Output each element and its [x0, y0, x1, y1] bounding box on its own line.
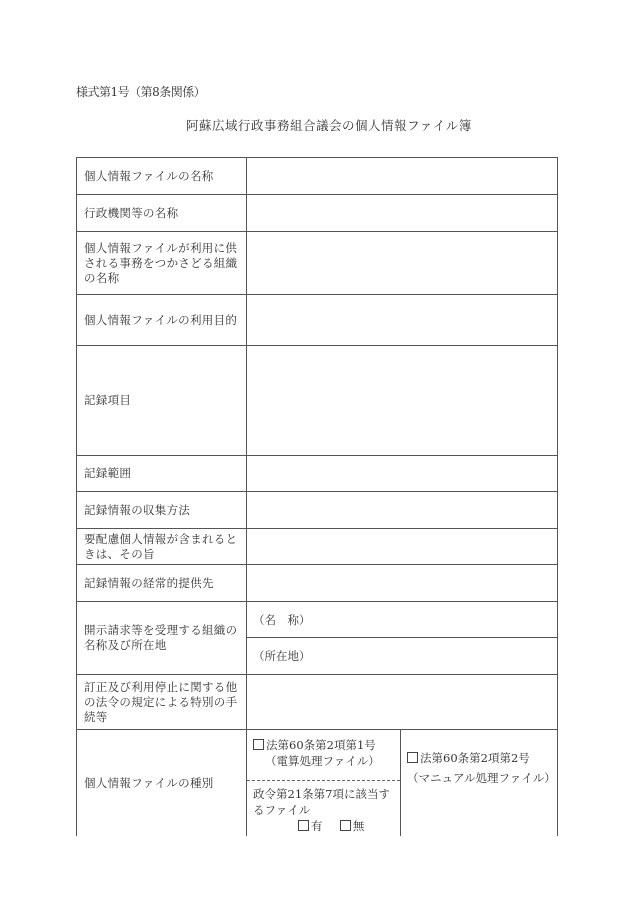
label-receiving-organization: 開示請求等を受理する組織の名称及び所在地 [77, 602, 247, 674]
field-organization-name-sub[interactable] [247, 602, 557, 638]
field-file-name[interactable] [247, 158, 557, 194]
row-agency-name [77, 195, 557, 232]
option1-label: 法第60条第2項第1号 [266, 738, 376, 752]
yes-checkbox-item[interactable] [298, 819, 323, 833]
field-special-procedures[interactable] [247, 675, 557, 729]
label-file-type: 個人情報ファイルの種別 [77, 730, 247, 836]
row-regular-recipients [77, 565, 557, 602]
label-collection-method: 記録情報の収集方法 [77, 492, 247, 528]
label-special-procedures: 訂正及び利用停止に関する他の法令の規定による特別の手続等 [77, 675, 247, 729]
label-record-items: 記録項目 [77, 346, 247, 455]
no-label: 無 [352, 819, 365, 833]
field-organization-location[interactable] [247, 638, 557, 674]
checkbox-icon[interactable] [298, 820, 309, 831]
row-sensitive-info [77, 529, 557, 565]
row-record-items [77, 346, 557, 456]
field-organization-name[interactable] [247, 232, 557, 294]
label-record-scope: 記録範囲 [77, 456, 247, 491]
row-special-procedures [77, 675, 557, 730]
row-record-scope [77, 456, 557, 492]
checkbox-icon[interactable] [253, 739, 264, 750]
label-agency-name: 行政機関等の名称 [77, 195, 247, 231]
checkbox-icon[interactable] [340, 820, 351, 831]
location-sub-label: （所在地） [253, 649, 311, 663]
yes-label: 有 [311, 819, 323, 833]
option2-sublabel: （マニュアル処理ファイル） [407, 771, 556, 785]
option1-checkbox-item[interactable] [253, 737, 400, 753]
name-sub-label: （名 称） [253, 612, 311, 627]
row-file-type [77, 730, 557, 836]
option1-sublabel: （電算処理ファイル） [265, 754, 380, 768]
receiving-organization-cell [247, 602, 557, 674]
field-record-scope[interactable] [247, 456, 557, 491]
document-title: 阿蘇広域行政事務組合議会の個人情報ファイル簿 [186, 118, 472, 133]
file-type-option1-column [247, 730, 401, 836]
sub-question-block [247, 781, 400, 836]
field-collection-method[interactable] [247, 492, 557, 528]
file-type-option2-column [401, 730, 557, 836]
label-file-name: 個人情報ファイルの名称 [77, 158, 247, 194]
checkbox-icon[interactable] [407, 752, 418, 763]
field-purpose[interactable] [247, 295, 557, 345]
field-regular-recipients[interactable] [247, 565, 557, 601]
no-checkbox-item[interactable] [340, 819, 365, 833]
sub-question-line2: るファイル [253, 803, 311, 817]
row-organization-name [77, 232, 557, 295]
label-regular-recipients: 記録情報の経常的提供先 [77, 565, 247, 601]
yes-no-checks [253, 818, 400, 834]
file-type-cell [247, 730, 557, 836]
row-purpose [77, 295, 557, 346]
row-receiving-organization [77, 602, 557, 675]
row-file-name [77, 158, 557, 195]
form-number: 様式第1号（第8条関係） [76, 85, 206, 99]
option2-label: 法第60条第2項第2号 [420, 751, 530, 765]
personal-info-file-register-table [76, 157, 558, 836]
sub-question-line1: 政令第21条第7項に該当す [253, 787, 390, 801]
field-sensitive-info[interactable] [247, 529, 557, 564]
option2-checkbox-item[interactable] [407, 748, 557, 768]
label-sensitive-info: 要配慮個人情報が含まれるときは、その旨 [77, 529, 247, 564]
option1-block [247, 730, 400, 781]
label-purpose: 個人情報ファイルの利用目的 [77, 295, 247, 345]
label-organization-name: 個人情報ファイルが利用に供される事務をつかさどる組織の名称 [77, 232, 247, 294]
field-agency-name[interactable] [247, 195, 557, 231]
row-collection-method [77, 492, 557, 529]
field-record-items[interactable] [247, 346, 557, 455]
